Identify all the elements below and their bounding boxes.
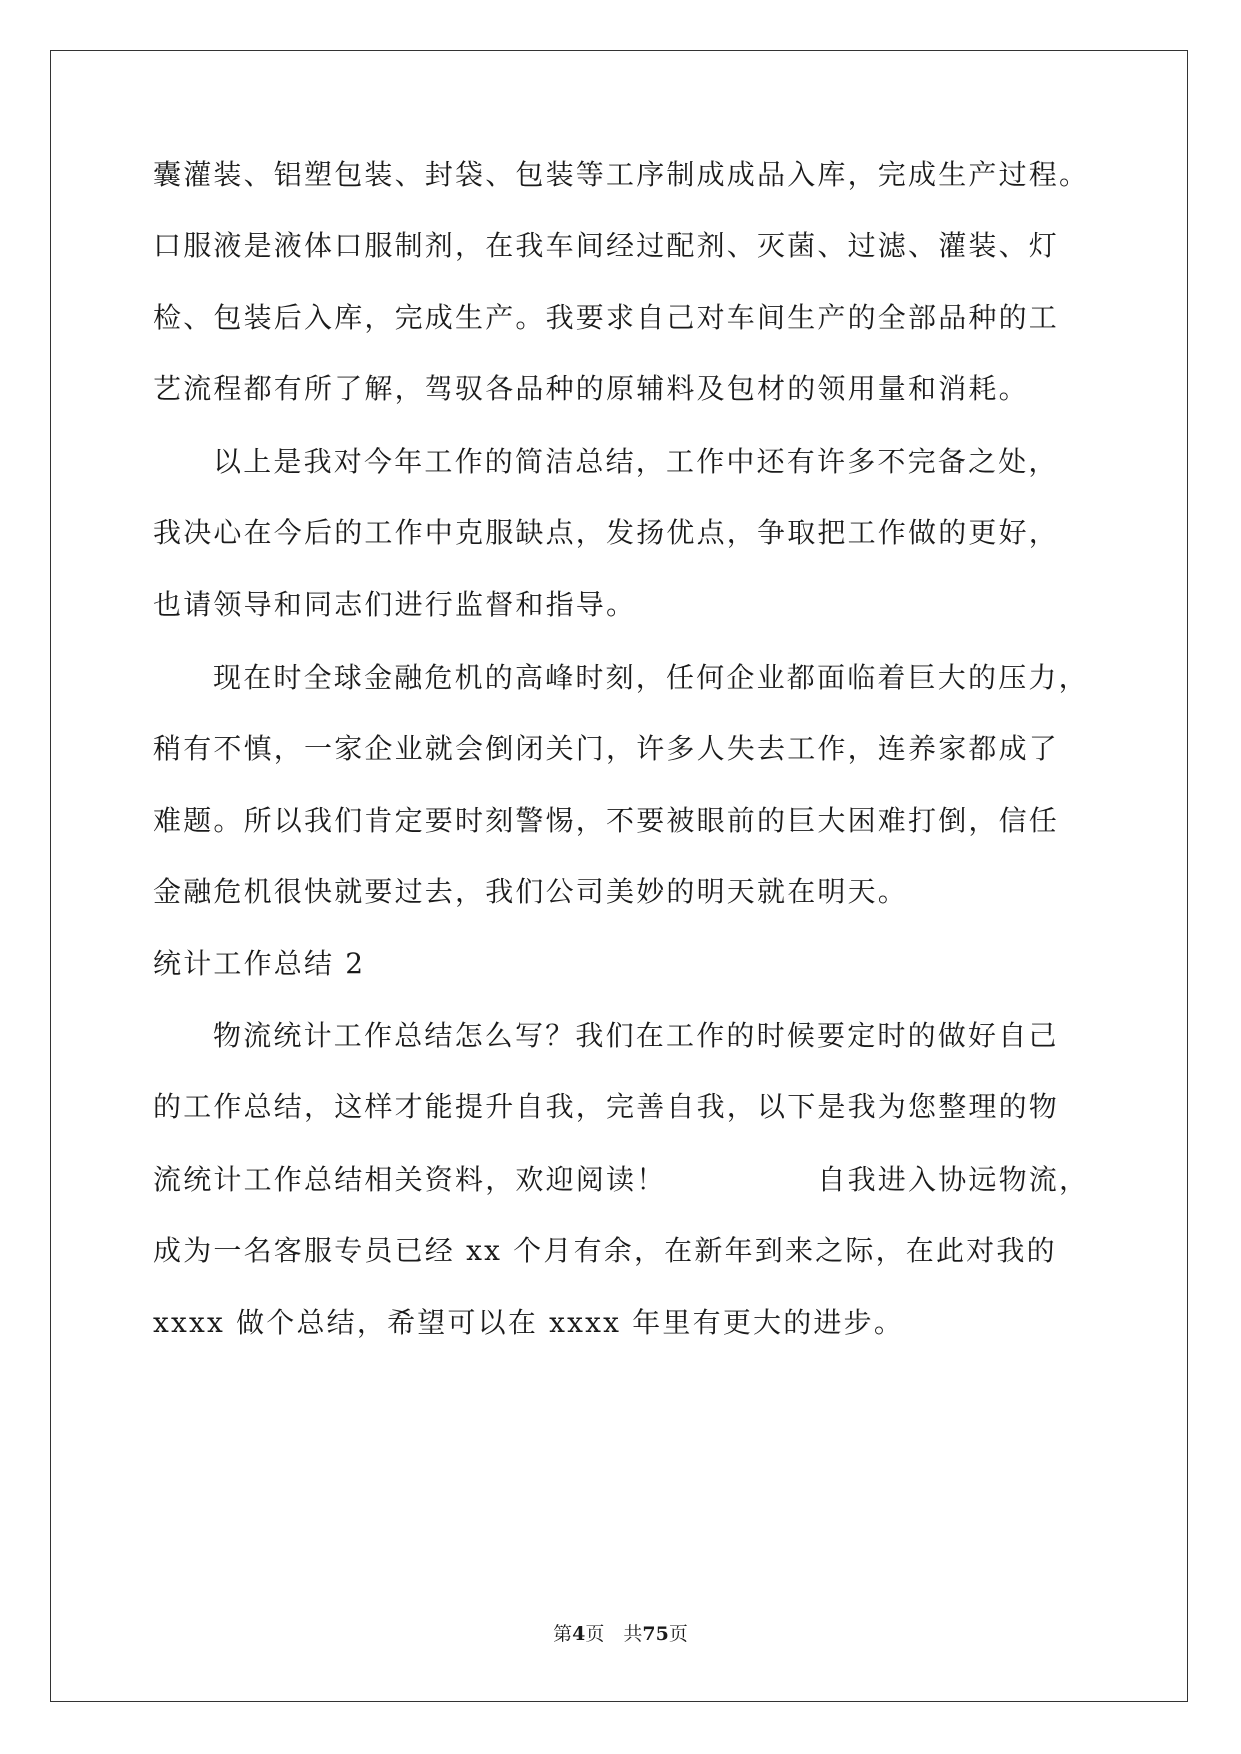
- paragraph-start: 现在时全球金融危机的高峰时刻，任何企业都面临着巨大的压力，: [213, 661, 1089, 694]
- body-line: 我决心在今后的工作中克服缺点，发扬优点，争取把工作做的更好，: [153, 516, 1060, 549]
- body-line: 稍有不慎，一家企业就会倒闭关门，许多人失去工作，连养家都成了: [153, 732, 1060, 765]
- body-line: 也请领导和同志们进行监督和指导。: [153, 588, 637, 621]
- body-line: 流统计工作总结相关资料，欢迎阅读！ 自我进入协远物流，: [153, 1163, 1090, 1196]
- total-pages-number: 75: [642, 1623, 669, 1645]
- body-line: xxxx 做个总结，希望可以在 xxxx 年里有更大的进步。: [153, 1306, 905, 1339]
- body-line: 成为一名客服专员已经 xx 个月有余，在新年到来之际，在此对我的: [153, 1234, 1057, 1267]
- page-footer: [0, 1621, 1241, 1647]
- footer-mid: 页 共: [585, 1623, 643, 1645]
- body-line: 的工作总结，这样才能提升自我，完善自我，以下是我为您整理的物: [153, 1090, 1060, 1123]
- body-line: 艺流程都有所了解，驾驭各品种的原辅料及包材的领用量和消耗。: [153, 372, 1029, 405]
- body-line: 检、包装后入库，完成生产。我要求自己对车间生产的全部品种的工: [153, 301, 1060, 334]
- paragraph-start: 物流统计工作总结怎么写？我们在工作的时候要定时的做好自己: [213, 1019, 1059, 1052]
- paragraph-start: 以上是我对今年工作的简洁总结，工作中还有许多不完备之处，: [213, 445, 1059, 478]
- body-line: 口服液是液体口服制剂，在我车间经过配剂、灭菌、过滤、灌装、灯: [153, 229, 1060, 262]
- section-heading: 统计工作总结 2: [153, 947, 366, 980]
- current-page-number: 4: [572, 1623, 586, 1645]
- body-line: 难题。所以我们肯定要时刻警惕，不要被眼前的巨大困难打倒，信任: [153, 804, 1060, 837]
- body-line: 金融危机很快就要过去，我们公司美妙的明天就在明天。: [153, 875, 909, 908]
- body-line: 囊灌装、铝塑包装、封袋、包装等工序制成成品入库，完成生产过程。: [153, 158, 1090, 191]
- footer-suffix: 页: [668, 1623, 688, 1645]
- footer-prefix: 第: [553, 1623, 573, 1645]
